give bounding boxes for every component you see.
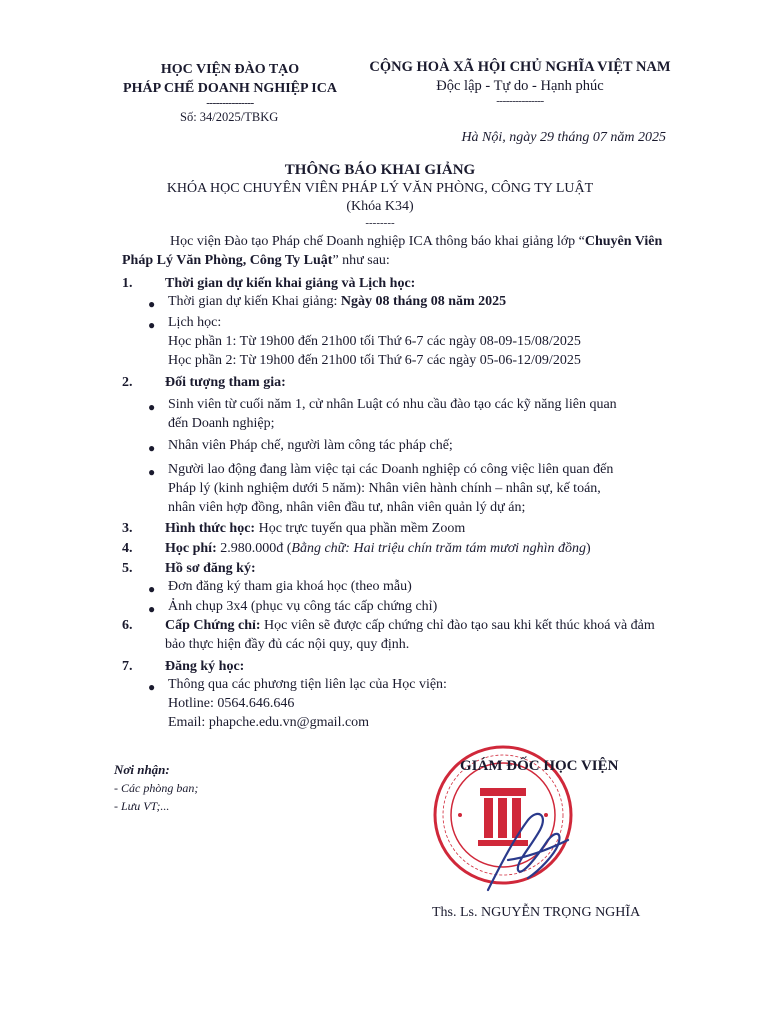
signatory-name: Ths. Ls. NGUYỄN TRỌNG NGHĨA xyxy=(432,905,641,920)
title-separator: -------- xyxy=(365,217,395,229)
national-motto: Độc lập - Tự do - Hạnh phúc xyxy=(436,78,604,94)
tuition-amount: 2.980.000đ ( xyxy=(216,541,292,556)
signature-icon xyxy=(468,800,578,900)
section-5-number: 5. xyxy=(122,561,133,576)
start-date-value: Ngày 08 tháng 08 năm 2025 xyxy=(340,294,507,309)
bullet-icon: ● xyxy=(148,400,156,414)
national-header xyxy=(360,58,680,106)
notice-title: THÔNG BÁO KHAI GIẢNG xyxy=(284,162,476,178)
audience-3-line-1: Người lao động đang làm việc tại các Doanh nghiệp có công việc liên quan đến xyxy=(168,462,614,477)
issuer-divider: --------------- xyxy=(206,97,254,109)
email: Email: phapche.edu.vn@gmail.com xyxy=(168,715,370,730)
section-6-line-1 xyxy=(165,618,655,634)
bullet-icon: ● xyxy=(148,582,156,596)
section-1-item-1 xyxy=(168,294,506,310)
signatory-title: GIÁM ĐỐC HỌC VIỆN xyxy=(460,758,619,774)
intro-text: Học viện Đào tạo Pháp chế Doanh nghiệp ICA thông báo khai giảng lớp “ xyxy=(170,234,585,249)
intro-line-2 xyxy=(122,251,390,270)
bullet-icon: ● xyxy=(148,602,156,616)
issuer-name xyxy=(100,60,360,108)
section-5-heading: Hồ sơ đăng ký: xyxy=(165,561,256,576)
bullet-icon: ● xyxy=(148,441,156,455)
section-2-number: 2. xyxy=(122,375,133,390)
audience-2: Nhân viên Pháp chế, người làm công tác pháp chế; xyxy=(168,438,453,453)
section-6-number: 6. xyxy=(122,618,133,633)
bullet-icon: ● xyxy=(148,680,156,694)
section-1-number: 1. xyxy=(122,276,133,291)
tuition-words: Bằng chữ: Hai triệu chín trăm tám mươi nghìn đồng xyxy=(291,541,586,556)
certificate-text: Học viên sẽ được cấp chứng chỉ đào tạo sau khi kết thúc khoá và đảm xyxy=(260,618,655,633)
national-title: CỘNG HOÀ XÃ HỘI CHỦ NGHĨA VIỆT NAM xyxy=(369,59,671,75)
recipient-item: - Các phòng ban; xyxy=(114,781,199,795)
hotline: Hotline: 0564.646.646 xyxy=(168,696,295,711)
recipient-item: - Lưu VT;... xyxy=(114,799,170,813)
section-1-item-2: Lịch học: xyxy=(168,315,222,330)
section-7-heading: Đăng ký học: xyxy=(165,659,245,674)
section-6-line-2: bảo thực hiện đầy đủ các nội quy, quy định. xyxy=(165,637,410,652)
section-4-number: 4. xyxy=(122,541,133,556)
section-3-number: 3. xyxy=(122,521,133,536)
issuer-line-1: HỌC VIỆN ĐÀO TẠO xyxy=(160,62,300,77)
bullet-icon: ● xyxy=(148,318,156,332)
intro-text-end: ” như sau: xyxy=(332,253,390,268)
issue-date: Hà Nội, ngày 29 tháng 07 năm 2025 xyxy=(461,130,666,145)
audience-3-line-3: nhân viên hợp đồng, nhân viên đầu tư, nhân viên quản lý dự án; xyxy=(168,500,526,515)
intro-bold-a: Chuyên Viên xyxy=(584,234,663,249)
section-2-heading: Đối tượng tham gia: xyxy=(165,375,286,390)
section-7-number: 7. xyxy=(122,659,133,674)
contact-intro: Thông qua các phương tiện liên lạc của Học viện: xyxy=(168,677,447,692)
bullet-icon: ● xyxy=(148,297,156,311)
schedule-module-1: Học phần 1: Từ 19h00 đến 21h00 tối Thứ 6-7 các ngày 08-09-15/08/2025 xyxy=(168,334,581,349)
intro-line-1 xyxy=(170,232,662,251)
course-code: (Khóa K34) xyxy=(346,199,414,214)
notice-subtitle: KHÓA HỌC CHUYÊN VIÊN PHÁP LÝ VĂN PHÒNG, CÔNG TY LUẬT xyxy=(166,181,594,196)
document-item-1: Đơn đăng ký tham gia khoá học (theo mẫu) xyxy=(168,579,412,594)
audience-1-line-1: Sinh viên từ cuối năm 1, cử nhân Luật có nhu cầu đào tạo các kỹ năng liên quan xyxy=(168,397,617,412)
intro-bold-b: Pháp Lý Văn Phòng, Công Ty Luật xyxy=(122,253,333,268)
audience-3-line-2: Pháp lý (kinh nghiệm dưới 5 năm): Nhân viên hành chính – nhân sự, kế toán, xyxy=(168,481,601,496)
section-4-heading: Học phí: xyxy=(165,541,217,556)
section-4-line xyxy=(165,541,591,557)
section-3-heading: Hình thức học: xyxy=(165,521,256,536)
schedule-module-2: Học phần 2: Từ 19h00 đến 21h00 tối Thứ 6-7 các ngày 05-06-12/09/2025 xyxy=(168,353,581,368)
bullet-icon: ● xyxy=(148,465,156,479)
section-1-heading: Thời gian dự kiến khai giảng và Lịch học: xyxy=(165,276,416,291)
tuition-close: ) xyxy=(585,541,591,556)
section-6-heading: Cấp Chứng chỉ: xyxy=(165,618,261,633)
recipients-title: Nơi nhận: xyxy=(114,762,170,777)
document-number: Số: 34/2025/TBKG xyxy=(180,110,279,124)
study-format: Học trực tuyến qua phần mềm Zoom xyxy=(255,521,466,536)
section-3-line xyxy=(165,521,465,537)
issuer-line-2: PHÁP CHẾ DOANH NGHIỆP ICA xyxy=(123,81,337,96)
audience-1-line-2: đến Doanh nghiệp; xyxy=(168,416,275,431)
document-item-2: Ảnh chụp 3x4 (phục vụ công tác cấp chứng chỉ) xyxy=(168,599,438,614)
national-divider: --------------- xyxy=(496,95,544,107)
start-date-label: Thời gian dự kiến Khai giảng: xyxy=(168,294,341,309)
